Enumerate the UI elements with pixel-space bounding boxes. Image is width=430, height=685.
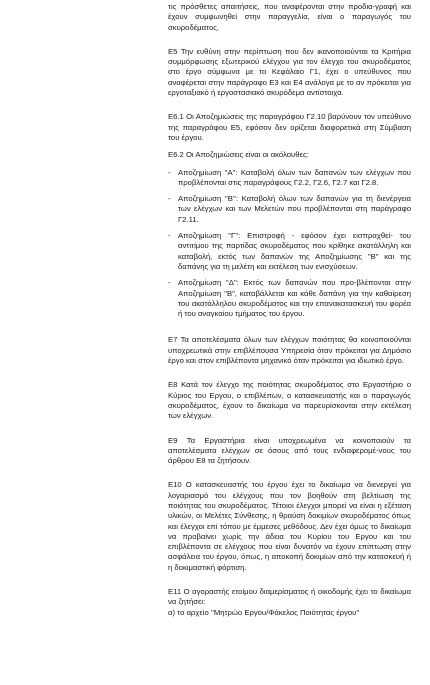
paragraph-e7: E7 Τα αποτελέσματα όλων των ελέγχων ποιότητας θα κοινοποιούνται υποχρεωτικά στην επιβλέπουσα Υπηρεσία όταν πρόκειται για Δημόσιο έργο και στον επιβλέποντα μηχανικό όταν πρόκειται για ιδιωτικό έργο.: [168, 335, 411, 366]
document-page: [168, 2, 411, 618]
list-item-text: Αποζημίωση ''Δ'': Εκτός των δαπανών που προ-βλέπονται στην Αποζημίωση "Β", καταβάλλεται και κάθε δαπάνη για την καθαίρεση του ακατάλληλου σκυροδέματος και την επανακατασκευή του φορέα ή του αναγκαίου τμήματος του έργου.: [178, 278, 411, 319]
list-item: [168, 194, 411, 225]
list-item-text: Αποζημίωση ''B'': Καταβολή όλων των δαπανών για τη διενέργεια των ελέγχων και των Μελετών που προβλέπονται στη παράγραφο Γ2.11.: [178, 194, 411, 224]
paragraph-e10: E10 Ο κατασκευαστής του έργου έχει το δικαίωμα να διενεργεί για λογαριασμό του ελέγχους που τον βοηθούν στη βελτίωση της ποιότητας του σκυροδέματος. Τέτοιοι έλεγχοι μπορεί να είναι η εξέταση υλικών, οι Μελέτες Σύνθεσης, η θραύση δοκιμίων σκυροδέματος όπως και έλεγχοι επί τόπου με έμμεσες μεθόδους. Δεν έχει όμως το δικαίωμα να προβαίνει χωρίς την άδεια του Κυρίου του Εργου και του επιβλέποντα σε ελέγχους που είναι δυνατόν να έχουν επίπτωση στην ασφάλεια του έργου, όπως, η αποκοπή δοκιμίων από την κατασκευή ή η δοκιμαστική φόρτιση.: [168, 480, 411, 572]
list-dash: -: [168, 194, 171, 204]
paragraph-e6-2: E6.2 Οι Αποζημιώσεις είναι οι ακόλουθες:: [168, 150, 309, 160]
paragraph-e11: E11 Ο αγοραστής ετοίμου διαμερίσματος ή οικοδομής έχει το δικαίωμα να ζητήσει:: [168, 587, 411, 607]
list-dash: -: [168, 231, 171, 241]
compensation-list: [168, 168, 411, 320]
list-item: [168, 231, 411, 272]
list-dash: -: [168, 278, 171, 288]
paragraph-e11-a: α) το αρχείο ''Μητρώο Εργου/Φάκελος Ποιότητας έργου'': [168, 607, 360, 617]
list-item-text: Αποζημίωση ''Γ'': Επιστροφή - εφόσον έχει εισπραχθεί- του αντιτίμου της παρτίδας σκυροδέματος που κρίθηκε ακατάλληλη και καταβολή, εκτός των δαπανών της Αποζημίωσης "Β" και της δαπάνης για τη μελέτη και εκτέλεση των ενισχύσεων.: [178, 231, 411, 271]
list-item: [168, 278, 411, 319]
list-dash: -: [168, 167, 171, 177]
paragraph-intro: τις πρόσθετες απαιτήσεις, που αναφέρονται στην προδια-γραφή και έχουν συμφωνηθεί στην παραγγελία, είναι ο παραγωγός του σκυροδέματος.: [168, 2, 411, 32]
paragraph-e6-1: E6.1 Οι Αποζημιώσεις της παραγράφου Γ2.10 βαρύνουν τον υπεύθυνο της παραγράφου E5, εφόσον δεν ορίζεται διαφορετικά στη Σύμβαση του έργου.: [168, 112, 411, 142]
paragraph-e8: E8 Κατά τον έλεγχο της ποιότητας σκυροδέματος στο Εργαστήριο ο Κύριος του Εργου, ο επιβλέπων, ο κατασκευαστής και ο παραγωγός σκυροδέματος, έχουν το δικαίωμα να παρευρίσκονται στην εκτέλεση των ελέγχων.: [168, 380, 411, 421]
list-item-text: Αποζημίωση ''A'': Καταβολή όλων των δαπανών των ελέγχων που προβλέπονται στις παραγράφους Γ2.2, Γ2.6, Γ2.7 και Γ2.8.: [178, 167, 411, 187]
list-item: [168, 168, 411, 189]
paragraph-e9: E9 Τα Εργαστήρια είναι υποχρεωμένα να κοινοποιούν τα αποτελέσματα ελέγχων σε όσους από τους ενδιαφερομέ-νους του άρθρου E8 τα ζητήσουν.: [168, 435, 411, 466]
paragraph-e5: E5 Την ευθύνη στην περίπτωση που δεν ικανοποιούνται τα Κριτήρια συμμόρφωσης εξωτερικού ελέγχου για τον έλεγχο του σκυροδέματος στο έργο σύμφωνα με το Κεφάλαιο Γ1, έχει ο υπεύθυνος που αναφέρεται στην παράγραφο E3 και E4 ανάλογα με το αν πρόκειται για εργοταξιακό ή εργοστασιακό σκυρόδεμα αντίστοιχα.: [168, 46, 411, 98]
